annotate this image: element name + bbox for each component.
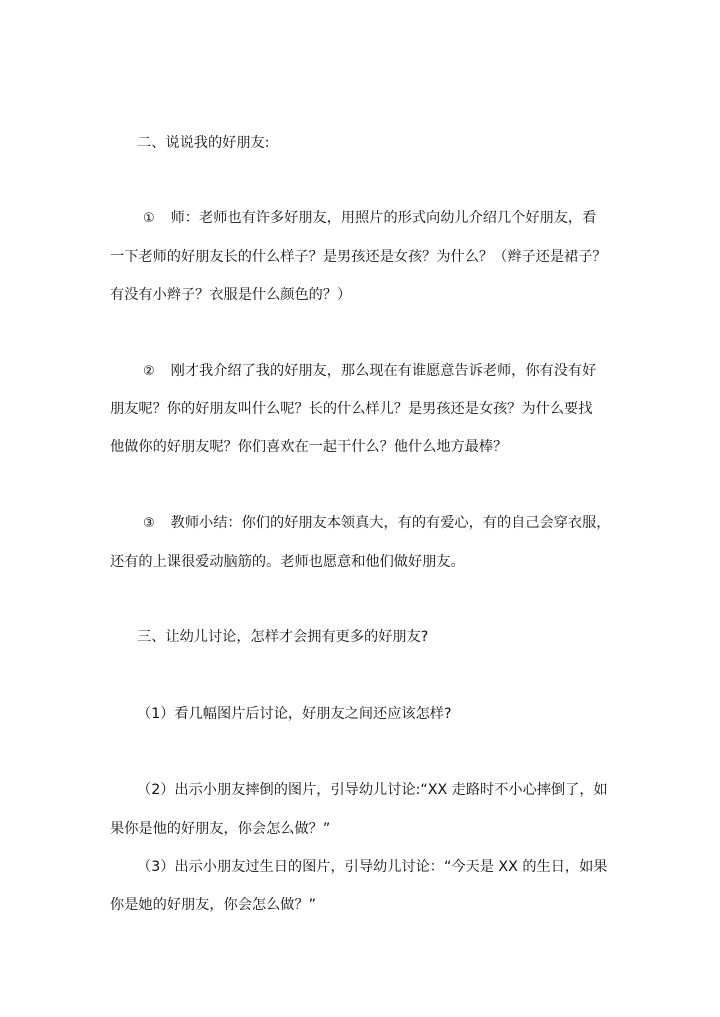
item-1-line-2: 一下老师的好朋友长的什么样子？是男孩还是女孩？为什么？（辫子还是裙子？ bbox=[110, 249, 607, 265]
item-1-line-3: 有没有小辫子？衣服是什么颜色的？） bbox=[110, 287, 352, 303]
item-2-line-3: 他做你的好朋友呢？你们喜欢在一起干什么？他什么地方最棒？ bbox=[110, 439, 508, 455]
discussion-2-line-1: 出示小朋友摔倒的图片，引导幼儿讨论:“XX 走路时不小心摔倒了，如 bbox=[174, 782, 608, 798]
discussion-2 bbox=[137, 780, 608, 800]
item-1-first-line bbox=[143, 208, 596, 229]
section-2-heading: 二、说说我的好朋友: bbox=[137, 135, 270, 151]
discussion-1-line-1: 看几幅图片后讨论，好朋友之间还应该怎样? bbox=[174, 706, 452, 722]
discussion-1-marker: （1） bbox=[137, 706, 175, 722]
discussion-3-line-2: 你是她的好朋友，你会怎么做？” bbox=[110, 897, 316, 913]
section-3-heading: 三、让幼儿讨论，怎样才会拥有更多的好朋友? bbox=[137, 629, 429, 645]
discussion-3-line-1: 出示小朋友过生日的图片，引导幼儿讨论：“今天是 XX 的生日，如果 bbox=[174, 859, 608, 875]
item-1-marker: ① bbox=[143, 211, 155, 226]
item-3-marker: ③ bbox=[143, 516, 155, 531]
item-2-line-2: 朋友呢？你的好朋友叫什么呢？长的什么样儿？是男孩还是女孩？为什么要找 bbox=[110, 401, 593, 417]
item-1-line-1: 师：老师也有许多好朋友，用照片的形式向幼儿介绍几个好朋友，看 bbox=[170, 210, 597, 226]
discussion-2-line-2: 果你是他的好朋友，你会怎么做？” bbox=[110, 821, 331, 837]
discussion-3 bbox=[137, 857, 607, 877]
item-2-line-1: 刚才我介绍了我的好朋友，那么现在有谁愿意告诉老师，你有没有好 bbox=[170, 363, 597, 379]
item-3-line-1: 教师小结：你们的好朋友本领真大，有的有爱心，有的自己会穿衣服， bbox=[170, 515, 611, 531]
item-2-marker: ② bbox=[143, 364, 155, 379]
item-3-line-2: 还有的上课很爱动脑筋的。老师也愿意和他们做好朋友。 bbox=[110, 554, 465, 570]
item-3-first-line bbox=[143, 513, 610, 534]
discussion-2-marker: （2） bbox=[137, 782, 175, 798]
discussion-3-marker: （3） bbox=[137, 859, 175, 875]
discussion-1 bbox=[137, 704, 452, 724]
item-2-first-line bbox=[143, 361, 596, 382]
